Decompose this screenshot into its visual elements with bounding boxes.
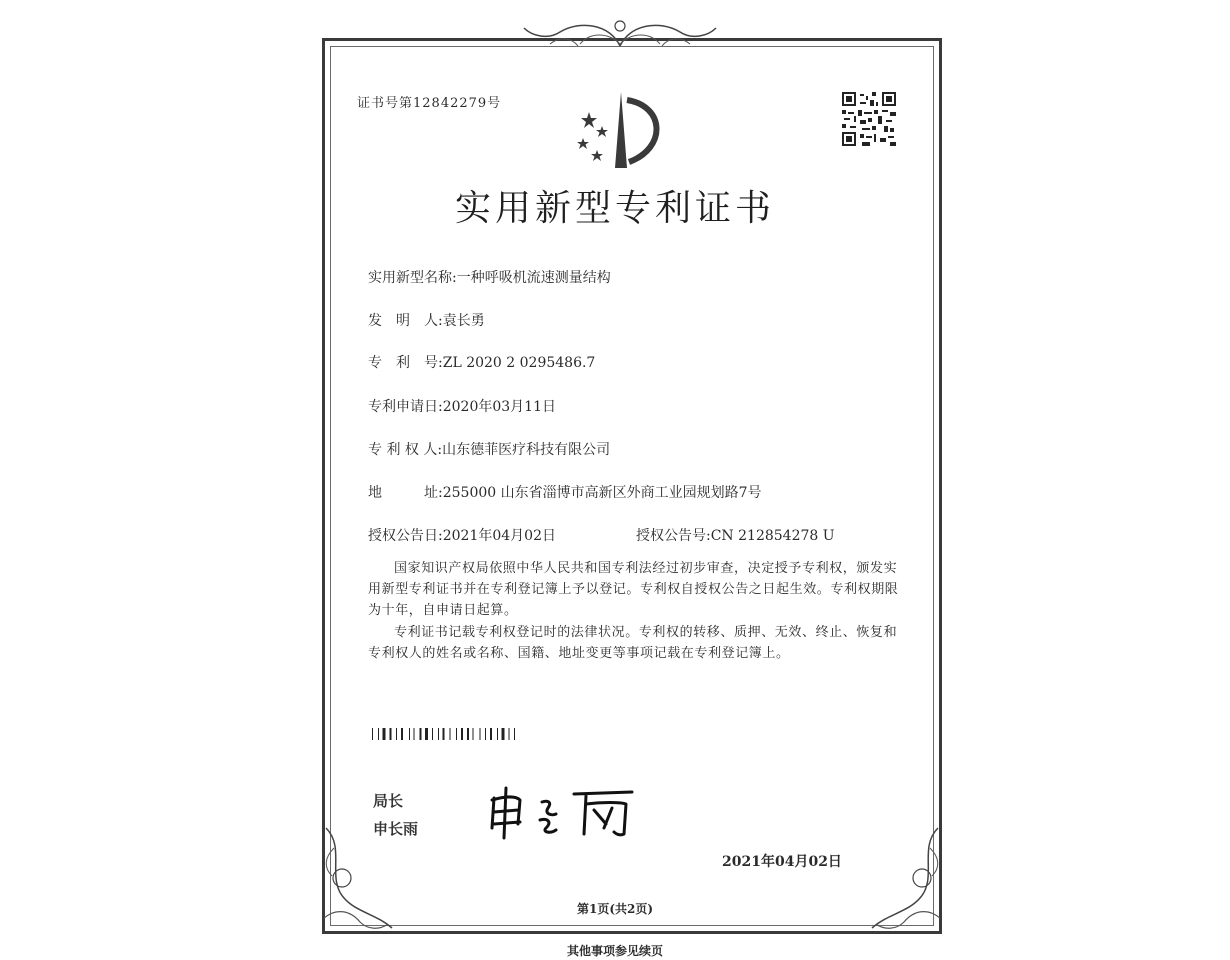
field-label: 专 利 号: — [368, 355, 443, 371]
field-value: 2020年03月11日 — [442, 399, 556, 415]
certificate-number: 证书号第12842279号 — [357, 96, 502, 111]
field-value: 2021年04月02日 — [442, 528, 556, 544]
corner-ornament-bottom-right — [868, 818, 948, 938]
signatory-title: 局长 — [373, 792, 404, 810]
field-label: 专利申请日: — [368, 399, 443, 415]
field-publication-number — [636, 525, 835, 545]
field-value: CN 212854278 U — [710, 528, 835, 544]
page-indicator: 第1页(共2页) — [576, 902, 654, 916]
field-label: 地 址: — [368, 485, 443, 501]
field-application-date — [368, 396, 556, 416]
field-utility-model-name — [368, 267, 611, 287]
patent-emblem-logo — [565, 88, 675, 178]
grant-statement-paragraph: 国家知识产权局依照中华人民共和国专利法经过初步审查，决定授予专利权，颁发实用新型专利证书并在专利登记簿上予以登记。专利权自授权公告之日起生效。专利权期限为十年，自申请日起算。 — [368, 561, 899, 618]
field-value: 一种呼吸机流速测量结构 — [456, 270, 611, 286]
handwritten-signature — [482, 784, 642, 840]
legal-status-paragraph: 专利证书记载专利权登记时的法律状况。专利权的转移、质押、无效、终止、恢复和专利权人的姓名或名称、国籍、地址变更等事项记载在专利登记簿上。 — [368, 625, 898, 661]
field-value: ZL 2020 2 0295486.7 — [442, 355, 596, 371]
field-patentee — [368, 439, 610, 459]
field-label: 专 利 权 人: — [368, 442, 443, 458]
field-value: 山东德菲医疗科技有限公司 — [442, 442, 611, 458]
field-publication-date — [368, 525, 556, 545]
certificate-title: 实用新型专利证书 — [454, 188, 775, 229]
field-label: 授权公告日: — [368, 528, 443, 544]
issue-date: 2021年04月02日 — [722, 854, 842, 870]
field-inventor — [368, 310, 485, 330]
field-label: 授权公告号: — [636, 528, 711, 544]
field-value: 255000 山东省淄博市高新区外商工业园规划路7号 — [442, 485, 762, 501]
barcode — [372, 728, 552, 740]
field-patent-number — [368, 352, 595, 372]
signatory-name: 申长雨 — [373, 820, 419, 838]
field-value: 袁长勇 — [442, 313, 485, 329]
top-ornament — [520, 14, 720, 54]
continued-note: 其他事项参见续页 — [566, 944, 663, 958]
field-label: 实用新型名称: — [368, 270, 457, 286]
field-label: 发 明 人: — [368, 313, 443, 329]
qr-code — [842, 92, 896, 146]
field-address — [368, 482, 762, 502]
